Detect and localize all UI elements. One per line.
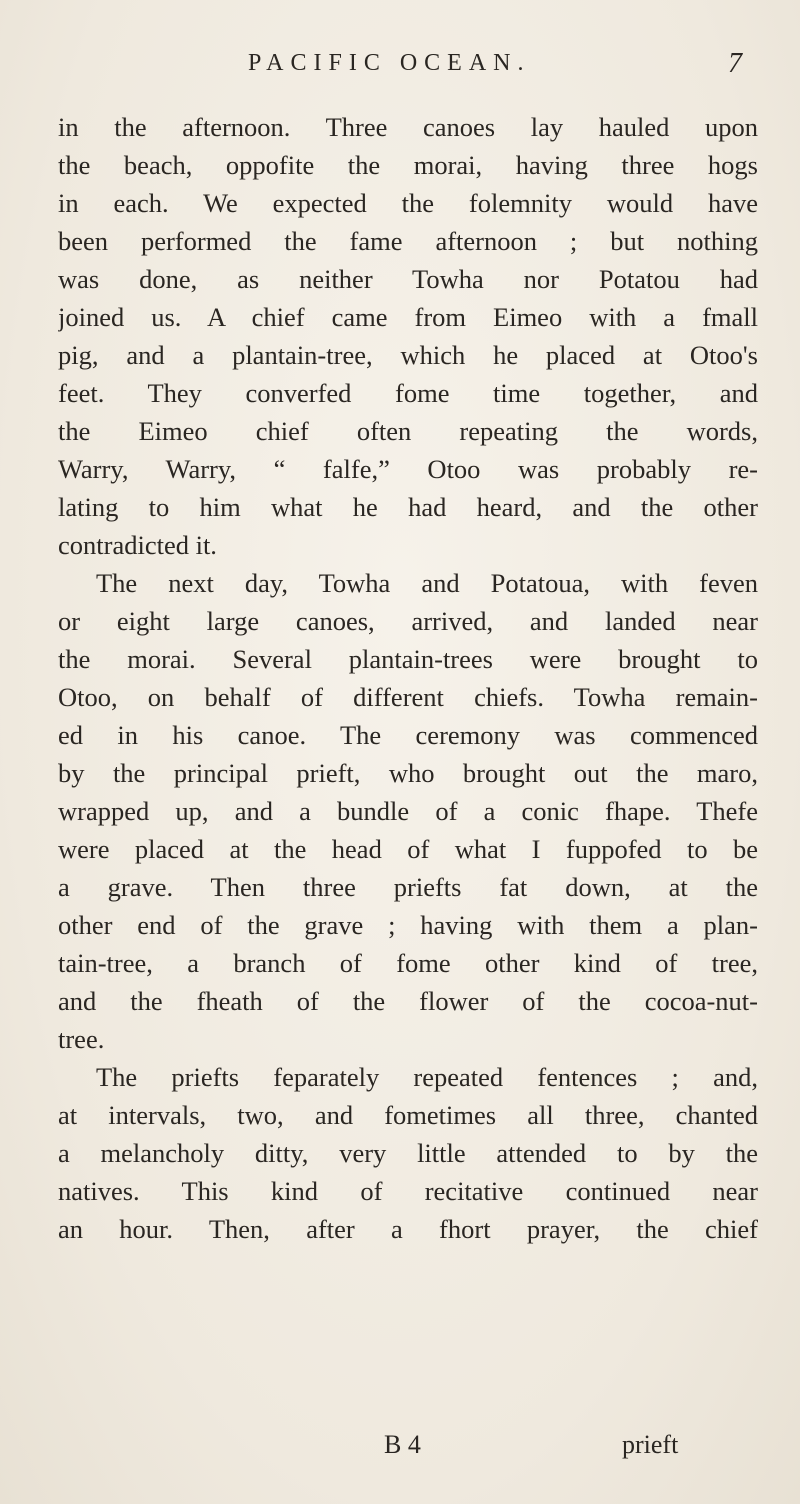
text-line: contradicted it. (58, 530, 217, 560)
text-line: tree. (58, 1024, 105, 1054)
text-line: the Eimeo chief often repeating the words, (58, 416, 758, 446)
text-line: at intervals, two, and fometimes all three, chanted (58, 1100, 758, 1130)
text-line: The priefts feparately repeated fentences ; and, (96, 1062, 758, 1092)
text-line: The next day, Towha and Potatoua, with feven (96, 568, 758, 598)
text-line: in each. We expected the folemnity would have (58, 188, 758, 218)
text-line: feet. They converfed fome time together, and (58, 378, 758, 408)
page-number: 7 (728, 48, 742, 79)
text-line: an hour. Then, after a fhort prayer, the chief (58, 1214, 758, 1244)
text-line: were placed at the head of what I fuppofed to be (58, 834, 758, 864)
text-line: by the principal prieft, who brought out the maro, (58, 758, 758, 788)
text-line: and the fheath of the flower of the cocoa-nut- (58, 986, 758, 1016)
text-line: wrapped up, and a bundle of a conic fhape. Thefe (58, 796, 758, 826)
text-line: the morai. Several plantain-trees were brought to (58, 644, 758, 674)
text-line: a melancholy ditty, very little attended to by the (58, 1138, 758, 1168)
text-line: joined us. A chief came from Eimeo with a fmall (58, 302, 758, 332)
text-line: a grave. Then three priefts fat down, at the (58, 872, 758, 902)
text-line: was done, as neither Towha nor Potatou had (58, 264, 758, 294)
page-header (0, 48, 800, 88)
body-text (58, 108, 758, 1248)
text-line: other end of the grave ; having with them a plan- (58, 910, 758, 940)
catchword: prieft (622, 1430, 679, 1459)
text-line: or eight large canoes, arrived, and landed near (58, 606, 758, 636)
page-footer (0, 1430, 800, 1470)
signature-mark: B 4 (384, 1430, 421, 1459)
text-line: Warry, Warry, “ falfe,” Otoo was probably re- (58, 454, 758, 484)
text-line: pig, and a plantain-tree, which he placed at Otoo's (58, 340, 758, 370)
text-line: tain-tree, a branch of fome other kind of tree, (58, 948, 758, 978)
text-line: in the afternoon. Three canoes lay hauled upon (58, 112, 758, 142)
text-line: the beach, oppofite the morai, having three hogs (58, 150, 758, 180)
text-line: been performed the fame afternoon ; but nothing (58, 226, 758, 256)
text-line: natives. This kind of recitative continued near (58, 1176, 758, 1206)
running-head: PACIFIC OCEAN. (248, 50, 531, 76)
text-line: lating to him what he had heard, and the other (58, 492, 758, 522)
text-line: Otoo, on behalf of different chiefs. Towha remain- (58, 682, 758, 712)
text-line: ed in his canoe. The ceremony was commenced (58, 720, 758, 750)
